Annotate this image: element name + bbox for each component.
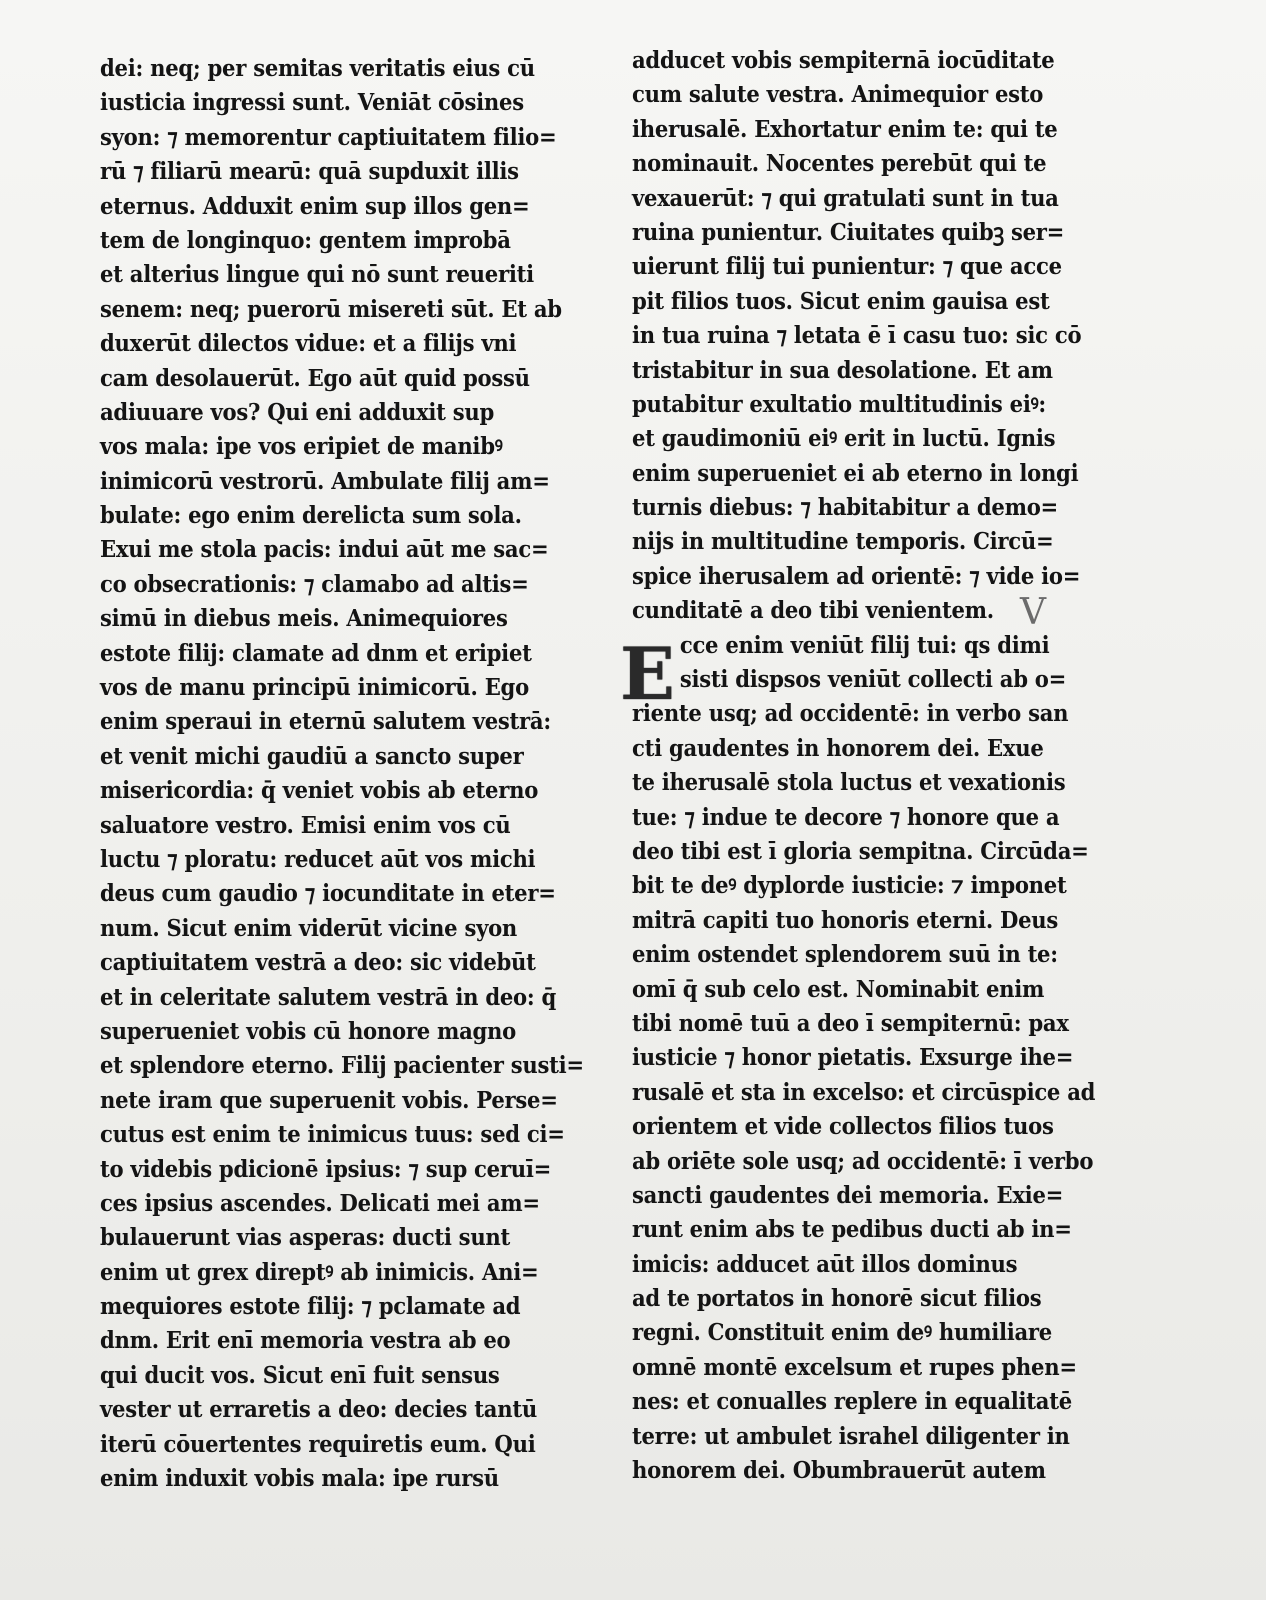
text-line: vexauerūt: ⁊ qui gratulati sunt in tua [632,184,1059,212]
text-line: sisti dispsos veniūt collecti ab o= [679,666,1067,694]
text-line: ces ipsius ascendes. Delicati mei am= [100,1189,540,1217]
text-line: rusalē et sta in excelso: et circūspice ad [632,1078,1096,1106]
text-line: num. Sicut enim viderūt vicine syon [100,914,518,942]
text-line: regni. Constituit enim deꝰ humiliare [632,1319,1052,1347]
text-line: estote filij: clamate ad dnm et eripiet [100,639,532,667]
text-line: cunditatē a deo tibi venientem. [632,597,994,625]
text-line: adiuuare vos? Qui eni adduxit sup [100,398,495,426]
text-line: duxerūt dilectos vidue: et a filijs vni [100,330,517,358]
text-line: iusticia ingressi sunt. Veniāt cōsines [100,89,524,117]
text-line: nominauit. Nocentes perebūt qui te [632,150,1047,178]
text-line: cutus est enim te inimicus tuus: sed ci= [100,1121,565,1149]
text-line: turnis diebus: ⁊ habitabitur a demo= [632,494,1059,522]
rubric-letter: V [1020,592,1046,633]
text-line: eternus. Adduxit enim sup illos gen= [100,192,530,220]
text-line: vester ut erraretis a deo: decies tantū [100,1396,537,1424]
text-line: et alterius lingue qui nō sunt reueriti [100,261,534,289]
text-line: mitrā capiti tuo honoris eterni. Deus [632,906,1059,934]
text-line: et venit michi gaudiū a sancto super [100,742,524,770]
text-line: terre: ut ambulet israhel diligenter in [632,1422,1070,1450]
text-line: rū ⁊ filiarū mearū: quā supduxit illis [100,158,519,186]
text-line: cam desolauerūt. Ego aūt quid possū [100,364,530,392]
text-line: qui ducit vos. Sicut enī fuit sensus [100,1361,500,1389]
text-line: in tua ruina ⁊ letata ē ī casu tuo: sic cō [632,322,1082,350]
text-line: tue: ⁊ indue te decore ⁊ honore que a [632,803,1060,831]
text-line: spice iherusalem ad orientē: ⁊ vide io= [632,562,1081,590]
text-line: enim induxit vobis mala: ipe rursū [100,1465,499,1493]
text-line: enim superueniet ei ab eterno in longi [632,459,1079,487]
text-line: co obsecrationis: ⁊ clamabo ad altis= [100,570,529,598]
text-line: cum salute vestra. Animequior esto [632,81,1044,109]
text-line: enim speraui in eternū salutem vestrā: [100,708,551,736]
text-line: adducet vobis sempiternā iocūditate [632,47,1055,74]
text-line: syon: ⁊ memorentur captiuitatem filio= [100,123,557,151]
text-line: bulauerunt vias asperas: ducti sunt [100,1224,511,1252]
text-line: saluatore vestro. Emisi enim vos cū [100,811,511,839]
text-line: ab oriēte sole usq; ad occidentē: ī verbo [632,1147,1094,1175]
text-line: senem: neq; puerorū misereti sūt. Et ab [100,295,562,323]
text-line: vos de manu principū inimicorū. Ego [100,674,529,702]
text-line: et gaudimoniū eiꝰ erit in luctū. Ignis [632,425,1056,453]
text-line: nijs in multitudine temporis. Circū= [632,528,1054,556]
text-line: luctu ⁊ ploratu: reducet aūt vos michi [100,845,536,873]
text-line: enim ostendet splendorem suū in te: [632,941,1058,969]
text-line: imicis: adducet aūt illos dominus [632,1250,1018,1278]
text-line: et splendore eterno. Filij pacienter susti= [100,1052,584,1080]
text-line: iusticie ⁊ honor pietatis. Exsurge ihe= [632,1044,1074,1072]
text-line: honorem dei. Obumbrauerūt autem [632,1457,1046,1485]
text-line: misericordia: q̄ veniet vobis ab eterno [100,777,539,805]
text-line: et in celeritate salutem vestrā in deo: q̄ [100,983,557,1011]
text-line: cce enim veniūt filij tui: qs dimi [679,631,1050,659]
text-line: nete iram que superuenit vobis. Perse= [100,1086,558,1114]
text-line: tem de longinquo: gentem improbā [100,226,511,254]
text-line: enim ut grex direptꝰ ab inimicis. Ani= [100,1258,539,1286]
text-line: omī q̄ sub celo est. Nominabit enim [632,975,1045,1003]
left-text-column [100,52,584,1496]
text-line: Exui me stola pacis: indui aūt me sac= [100,536,549,564]
decorated-initial [620,631,682,716]
text-line: inimicorū vestrorū. Ambulate filij am= [100,467,550,495]
text-line: sancti gaudentes dei memoria. Exie= [632,1181,1064,1209]
text-line: runt enim abs te pedibus ducti ab in= [632,1216,1072,1244]
text-line: iterū cōuertentes requiretis eum. Qui [100,1430,536,1458]
text-line: orientem et vide collectos filios tuos [632,1113,1054,1141]
text-line: superueniet vobis cū honore magno [100,1017,516,1045]
text-line: uierunt filij tui punientur: ⁊ que acce [632,253,1062,281]
text-line: deo tibi est ī gloria sempitna. Circūda= [632,837,1089,865]
text-line: bulate: ego enim derelicta sum sola. [100,502,522,530]
text-line: cti gaudentes in honorem dei. Exue [632,734,1044,762]
text-line: simū in diebus meis. Animequiores [100,605,508,633]
text-line: dei: neq; per semitas veritatis eius cū [100,55,535,82]
text-line: omnē montē excelsum et rupes phen= [632,1353,1077,1381]
right-text-column [632,44,1096,1488]
text-line: mequiores estote filij: ⁊ pclamate ad [100,1293,521,1321]
text-line: ad te portatos in honorē sicut filios [632,1285,1042,1313]
text-line: vos mala: ipe vos eripiet de manibꝰ [100,433,503,461]
text-line: iherusalē. Exhortatur enim te: qui te [632,115,1058,143]
text-line: te iherusalē stola luctus et vexationis [632,769,1066,797]
text-line: captiuitatem vestrā a deo: sic videbūt [100,949,536,977]
text-line: to videbis pdicionē ipsius: ⁊ sup ceruī= [100,1155,552,1183]
text-line: tristabitur in sua desolatione. Et am [632,356,1053,384]
text-line: nes: et conualles replere in equalitatē [632,1388,1072,1416]
text-line: dnm. Erit enī memoria vestra ab eo [100,1327,511,1355]
text-line: ruina punientur. Ciuitates quibꝫ ser= [632,218,1065,246]
initial-letter: E [620,631,675,716]
text-line: deus cum gaudio ⁊ iocunditate in eter= [100,880,556,908]
text-line: bit te deꝰ dyplorde iusticie: ⁊ imponet [632,872,1067,900]
text-line: tibi nomē tuū a deo ī sempiternū: pax [632,1009,1069,1037]
text-line: riente usq; ad occidentē: in verbo san [632,700,1069,728]
text-line: pit filios tuos. Sicut enim gauisa est [632,287,1050,315]
text-line: putabitur exultatio multitudinis eiꝰ: [632,390,1046,418]
